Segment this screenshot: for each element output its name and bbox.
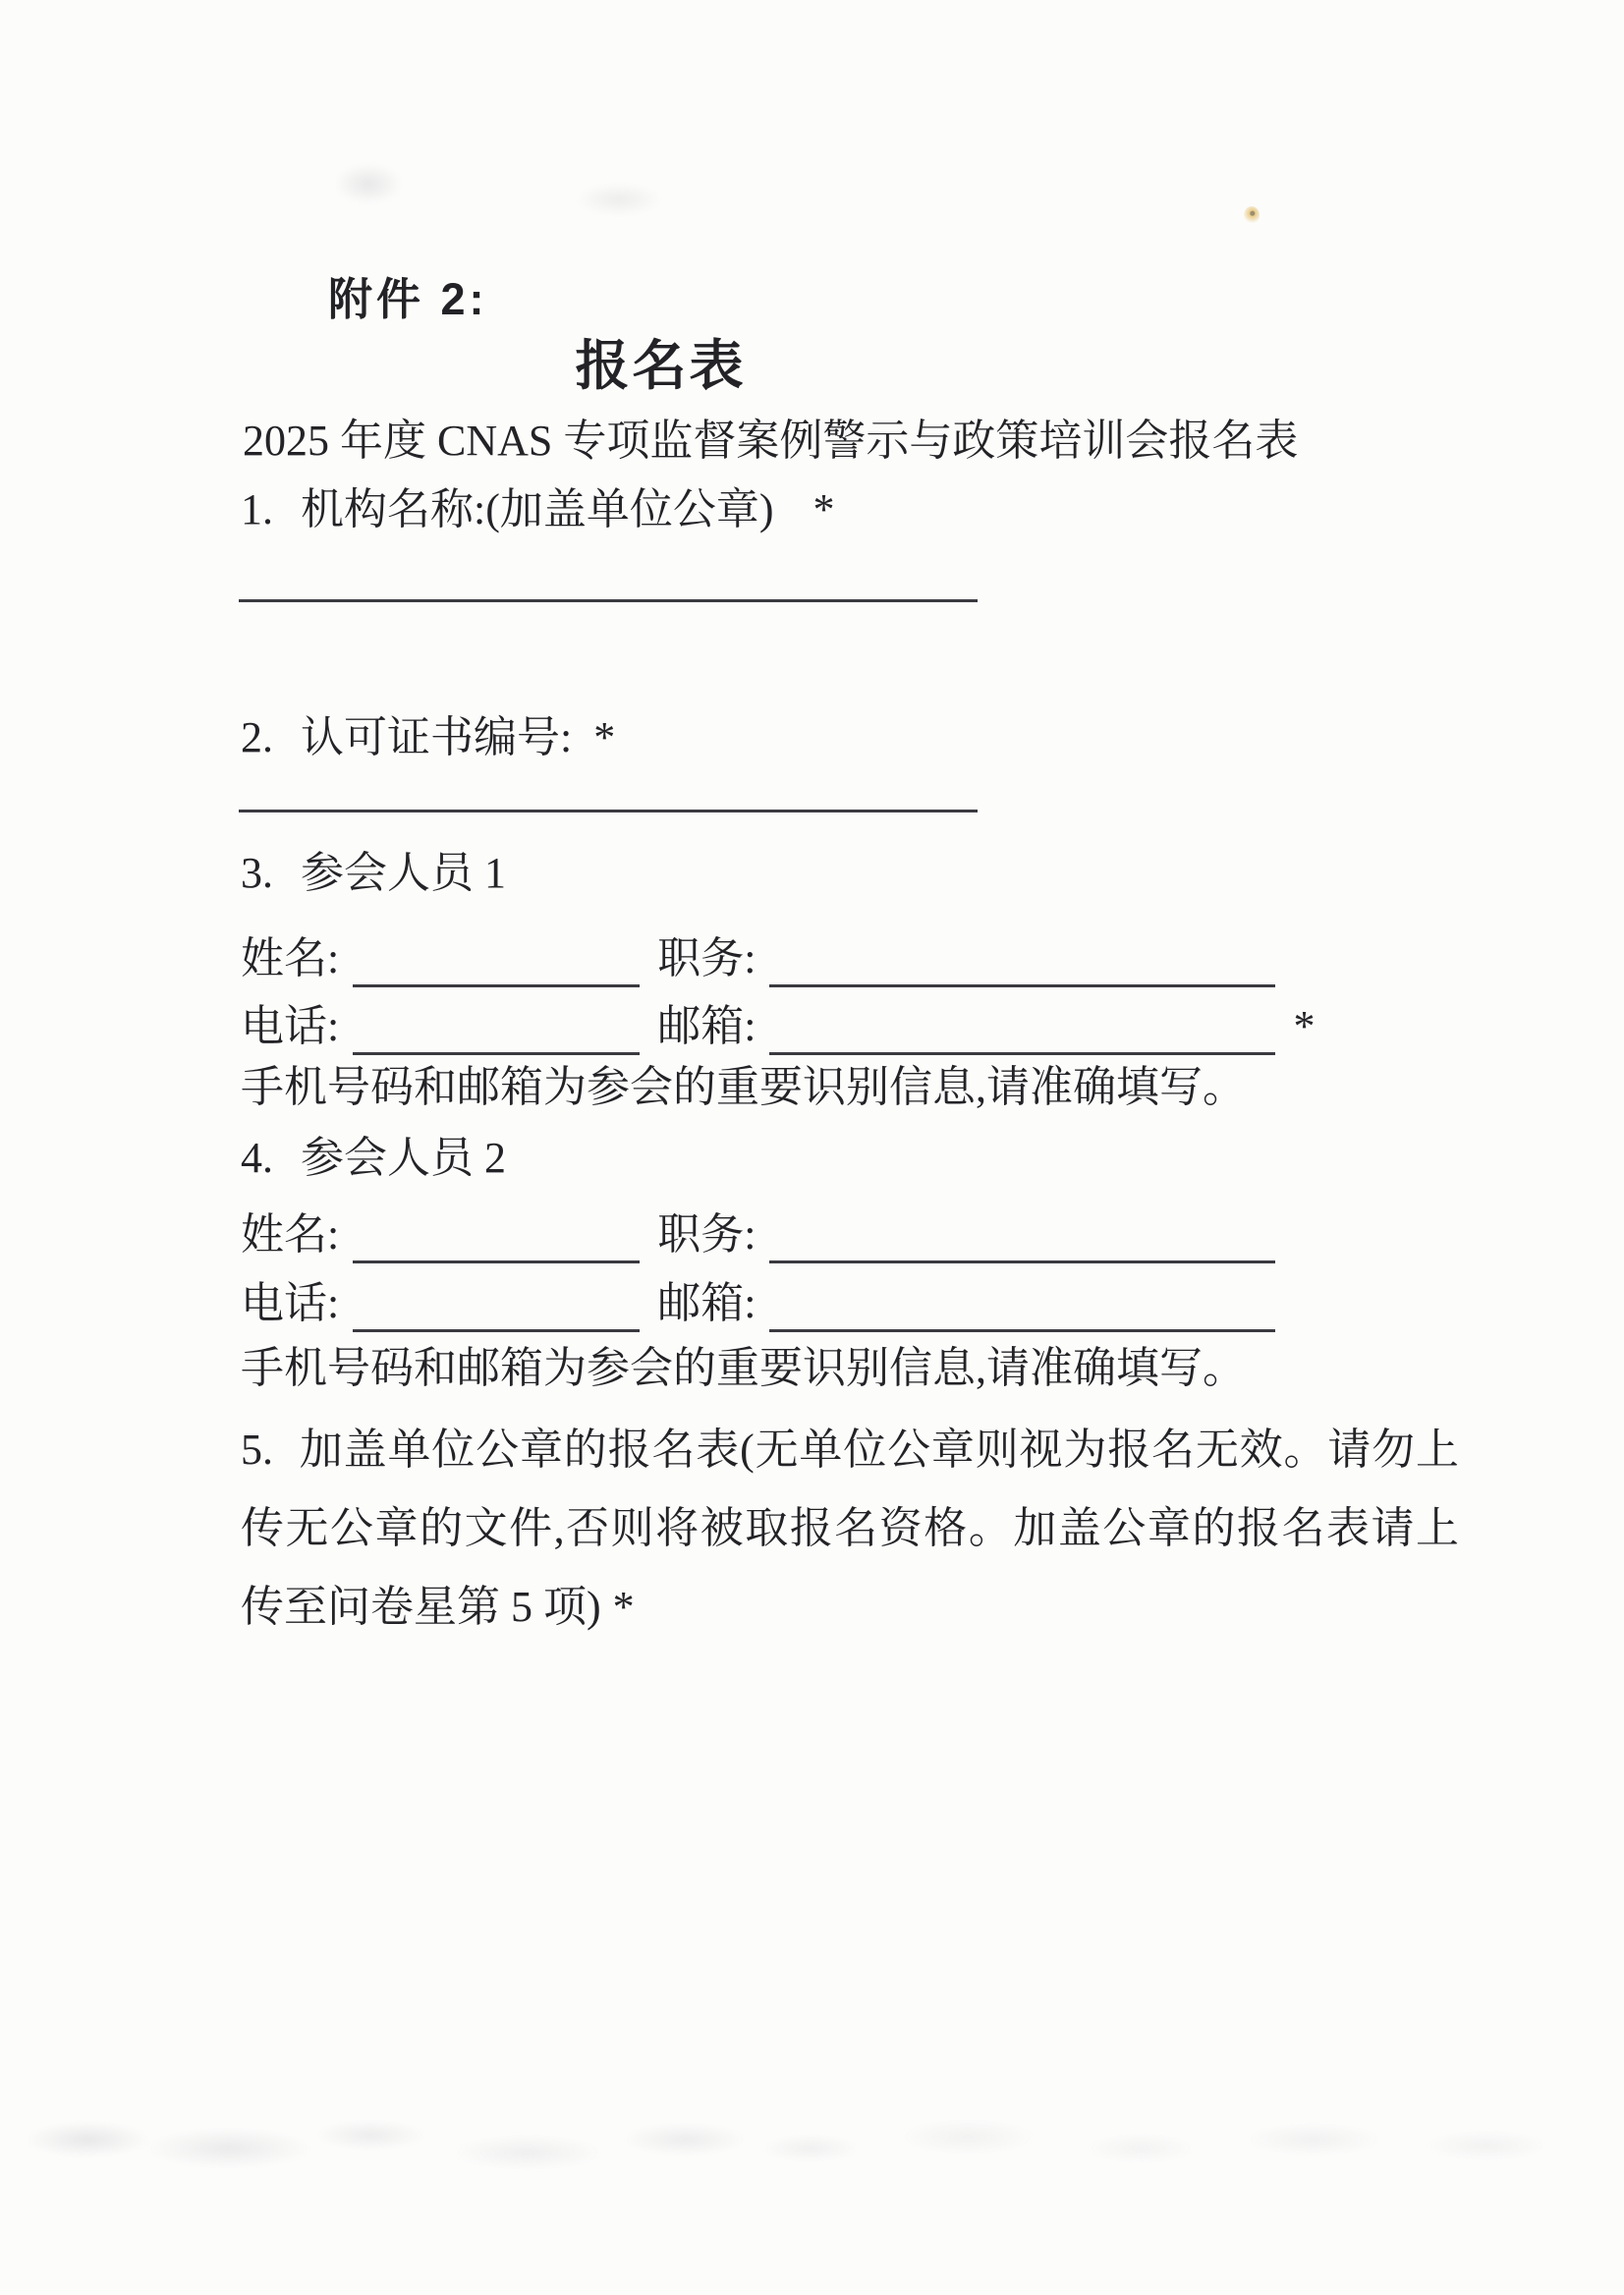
item-4-header	[241, 1130, 506, 1187]
item-1-number: 1.	[241, 485, 273, 533]
person1-note: 手机号码和邮箱为参会的重要识别信息,请准确填写。	[241, 1063, 1246, 1111]
person2-phone-row	[241, 1275, 1275, 1332]
person2-phone-blank	[353, 1274, 640, 1332]
item-3-header	[241, 845, 506, 902]
person2-title-blank	[769, 1205, 1275, 1263]
person2-name-blank	[353, 1205, 640, 1263]
person2-name-row	[241, 1206, 1275, 1263]
person2-email-blank	[769, 1274, 1275, 1332]
item-1-line	[241, 481, 835, 538]
scan-speck	[1244, 206, 1260, 224]
scan-smudge	[334, 163, 403, 204]
item-2-number: 2.	[241, 713, 273, 761]
item-1-label: 机构名称:(加盖单位公章)	[301, 485, 774, 533]
attachment-label: 附件 2:	[328, 274, 488, 324]
item-5-number: 5.	[241, 1426, 273, 1474]
person1-required-asterisk: *	[1293, 1002, 1316, 1050]
person1-phone-row	[241, 998, 1315, 1055]
item-4-label: 参会人员 2	[301, 1134, 506, 1182]
document-title: 报名表	[575, 335, 747, 396]
scan-smudge	[575, 183, 663, 216]
person1-email-label: 邮箱:	[657, 1002, 756, 1050]
item-2-required-asterisk: *	[593, 713, 616, 761]
person2-email-label: 邮箱:	[657, 1279, 756, 1327]
person2-title-label: 职务:	[657, 1210, 756, 1259]
item-1-blank-underline	[239, 599, 978, 602]
person1-name-label: 姓名:	[241, 934, 340, 982]
person1-name-row	[241, 930, 1275, 987]
item-2-label: 认可证书编号:	[301, 713, 573, 761]
person2-note: 手机号码和邮箱为参会的重要识别信息,请准确填写。	[241, 1344, 1246, 1392]
person1-name-blank	[353, 929, 640, 987]
item-3-number: 3.	[241, 849, 273, 897]
person1-title-label: 职务:	[657, 934, 756, 982]
person1-phone-blank	[353, 997, 640, 1055]
item-5-required-asterisk: *	[612, 1583, 635, 1631]
item-1-required-asterisk: *	[812, 485, 835, 533]
person1-email-blank	[769, 997, 1275, 1055]
document-subtitle: 2025 年度 CNAS 专项监督案例警示与政策培训会报名表	[243, 417, 1299, 465]
item-3-label: 参会人员 1	[301, 849, 506, 897]
item-4-number: 4.	[241, 1134, 273, 1182]
person1-phone-label: 电话:	[241, 1002, 340, 1050]
item-2-blank-underline	[239, 810, 978, 812]
item-5-paragraph	[241, 1411, 1459, 1647]
item-5-label: 加盖单位公章的报名表(无单位公章则视为报名无效。请勿上传无公章的文件,否则将被取报名资格。加盖公章的报名表请上传至问卷星第 5 项)	[241, 1426, 1459, 1631]
person2-name-label: 姓名:	[241, 1210, 340, 1259]
person1-title-blank	[769, 929, 1275, 987]
scan-artifact-band	[25, 2100, 1596, 2187]
person2-phone-label: 电话:	[241, 1279, 340, 1327]
item-2-line	[241, 709, 615, 766]
